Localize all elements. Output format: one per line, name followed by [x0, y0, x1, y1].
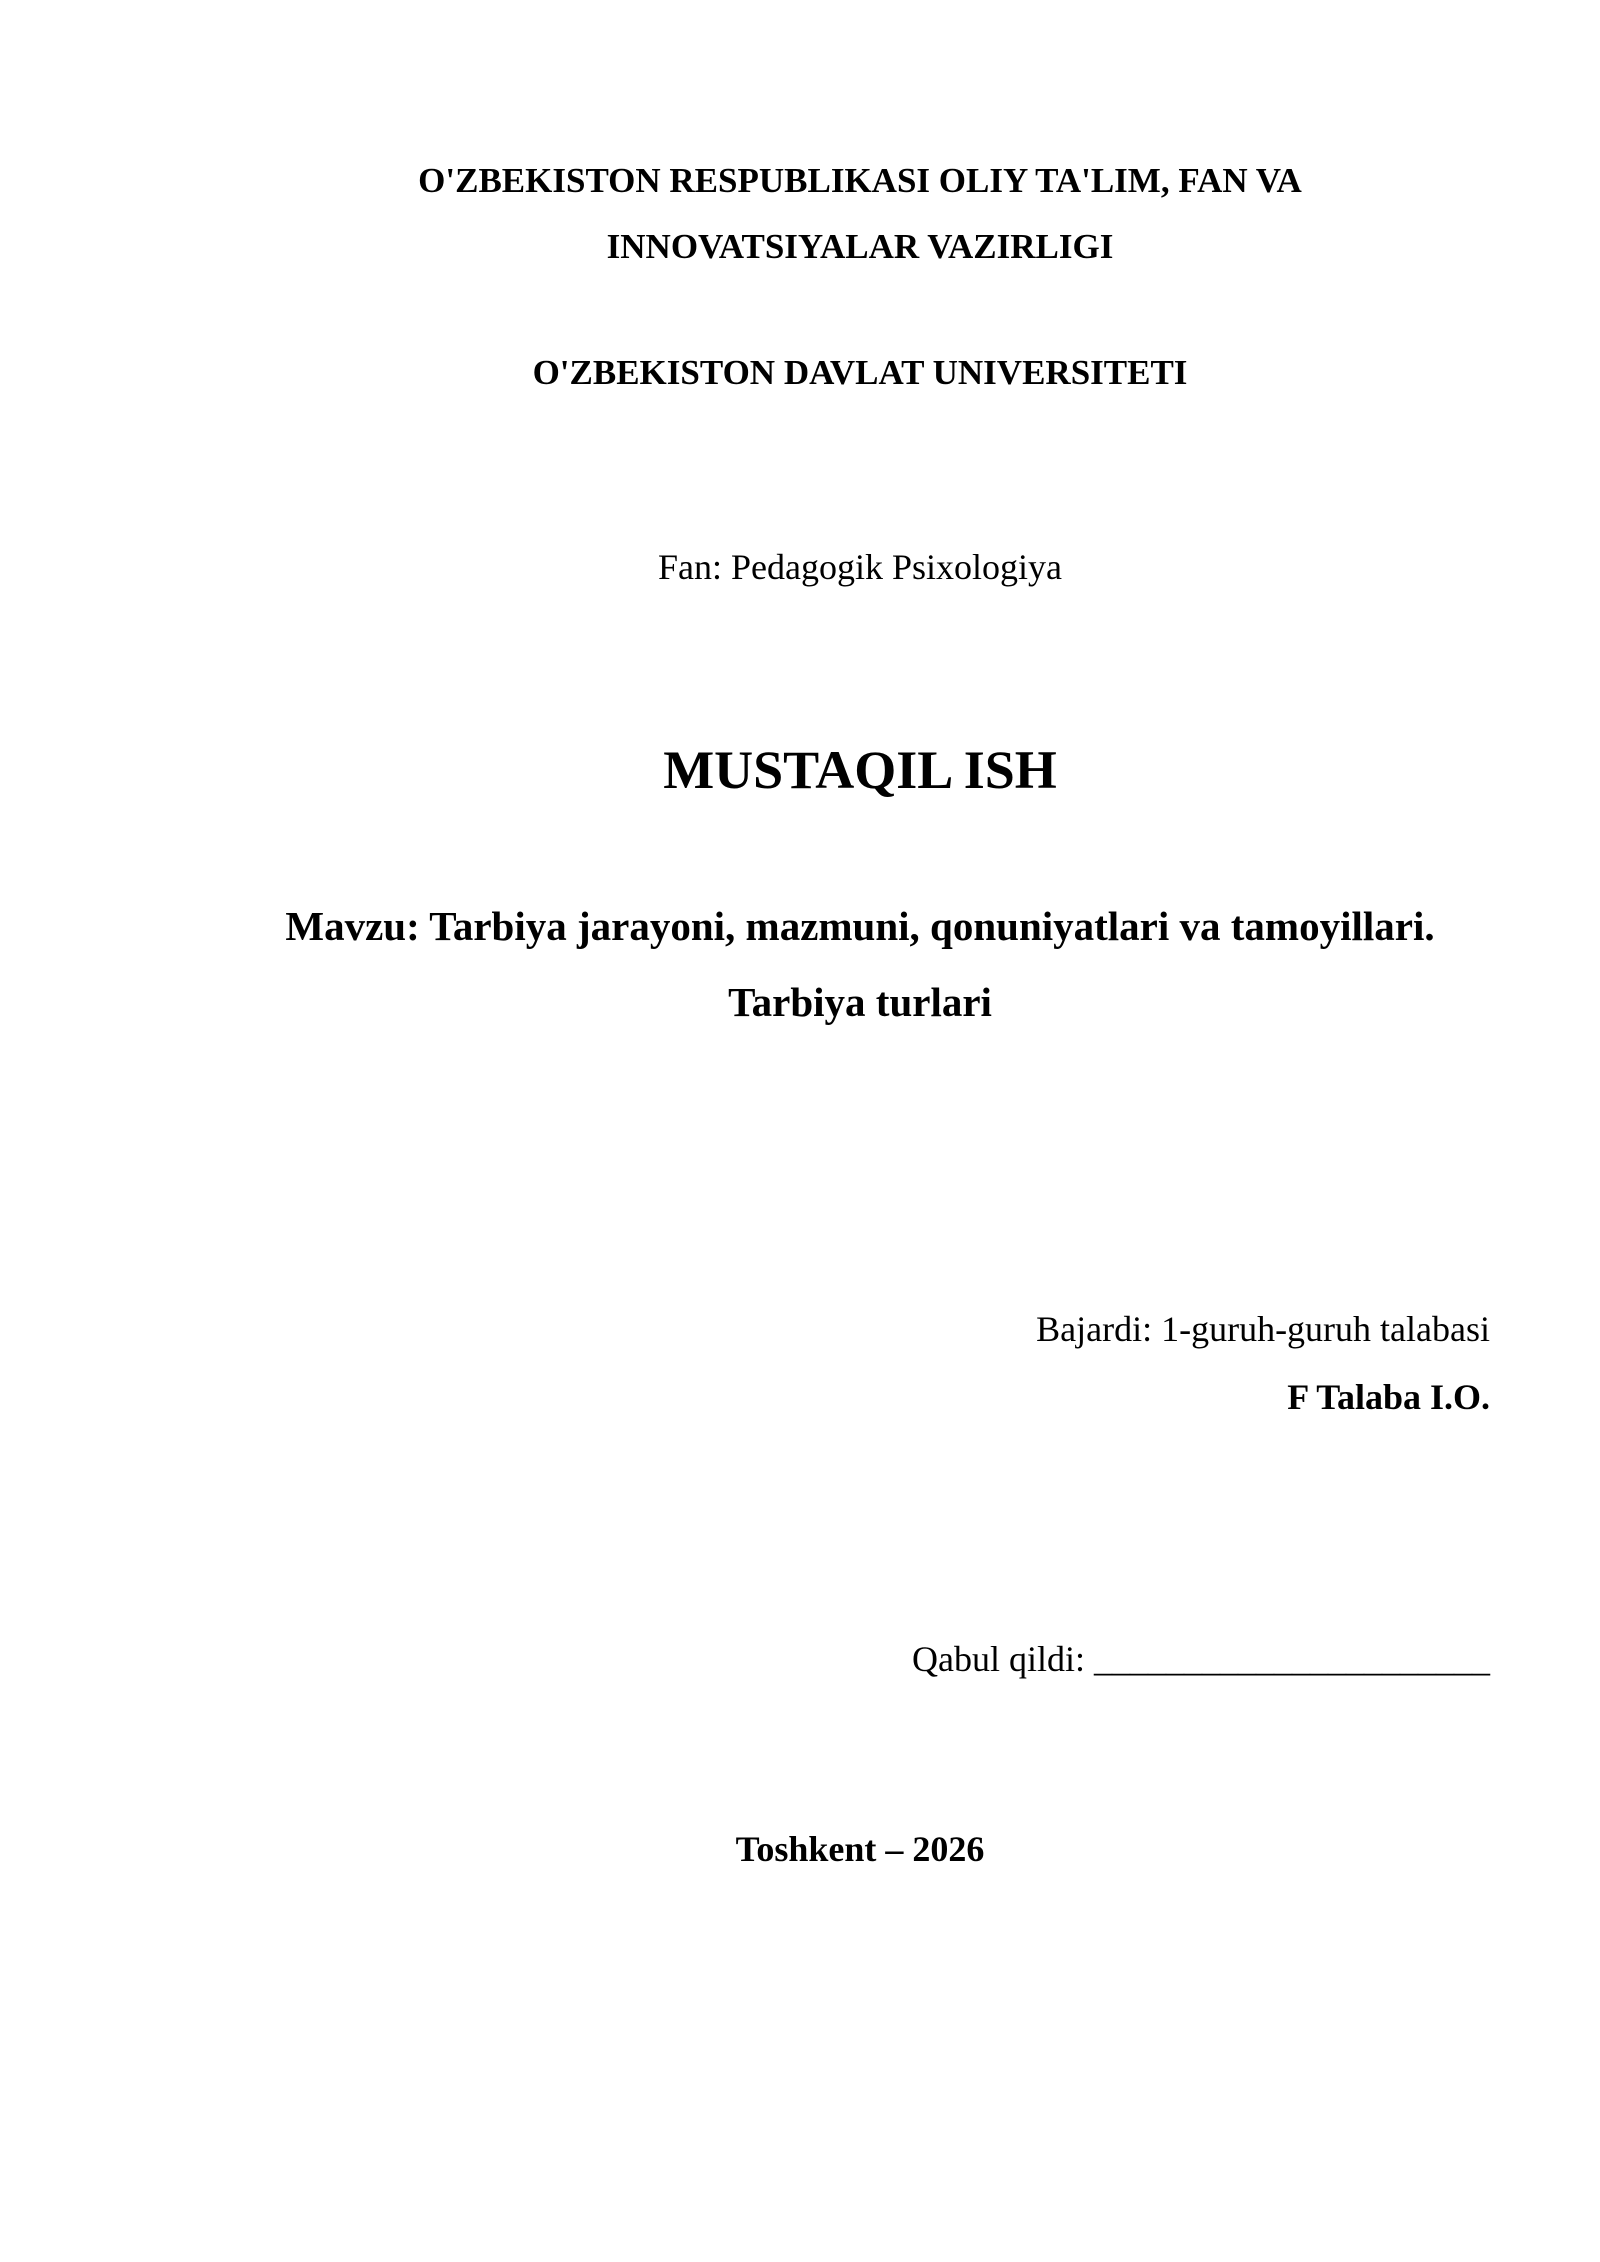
subject-line	[250, 534, 1470, 600]
accepted-by	[690, 1494, 1490, 1824]
city-year-footer	[250, 1816, 1470, 1882]
performer-text: Bajardi: 1-guruh-guruh talabasi	[1036, 1309, 1490, 1349]
accepted-text: Qabul qildi: ______________________	[912, 1639, 1490, 1679]
ministry-line-1: O'ZBEKISTON RESPUBLIKASI OLIY TA'LIM, FAN VA	[418, 161, 1302, 200]
performer-info	[690, 1296, 1490, 1362]
topic-line-2: Tarbiya turlari	[728, 979, 992, 1025]
ministry-heading	[250, 148, 1470, 280]
student-name	[690, 1364, 1490, 1430]
student-text: F Talaba I.O.	[1287, 1377, 1490, 1417]
ministry-line-2: INNOVATSIYALAR VAZIRLIGI	[606, 227, 1114, 266]
subject-text: Fan: Pedagogik Psixologiya	[658, 547, 1062, 587]
topic-line-1: Mavzu: Tarbiya jarayoni, mazmuni, qonuniyatlari va tamoyillari.	[285, 903, 1435, 949]
document-title	[250, 730, 1470, 810]
topic-heading	[200, 888, 1520, 1040]
university-heading	[250, 340, 1470, 406]
university-name: O'ZBEKISTON DAVLAT UNIVERSITETI	[532, 353, 1188, 392]
title-text: MUSTAQIL ISH	[663, 740, 1057, 800]
city-year-text: Toshkent – 2026	[735, 1829, 985, 1869]
